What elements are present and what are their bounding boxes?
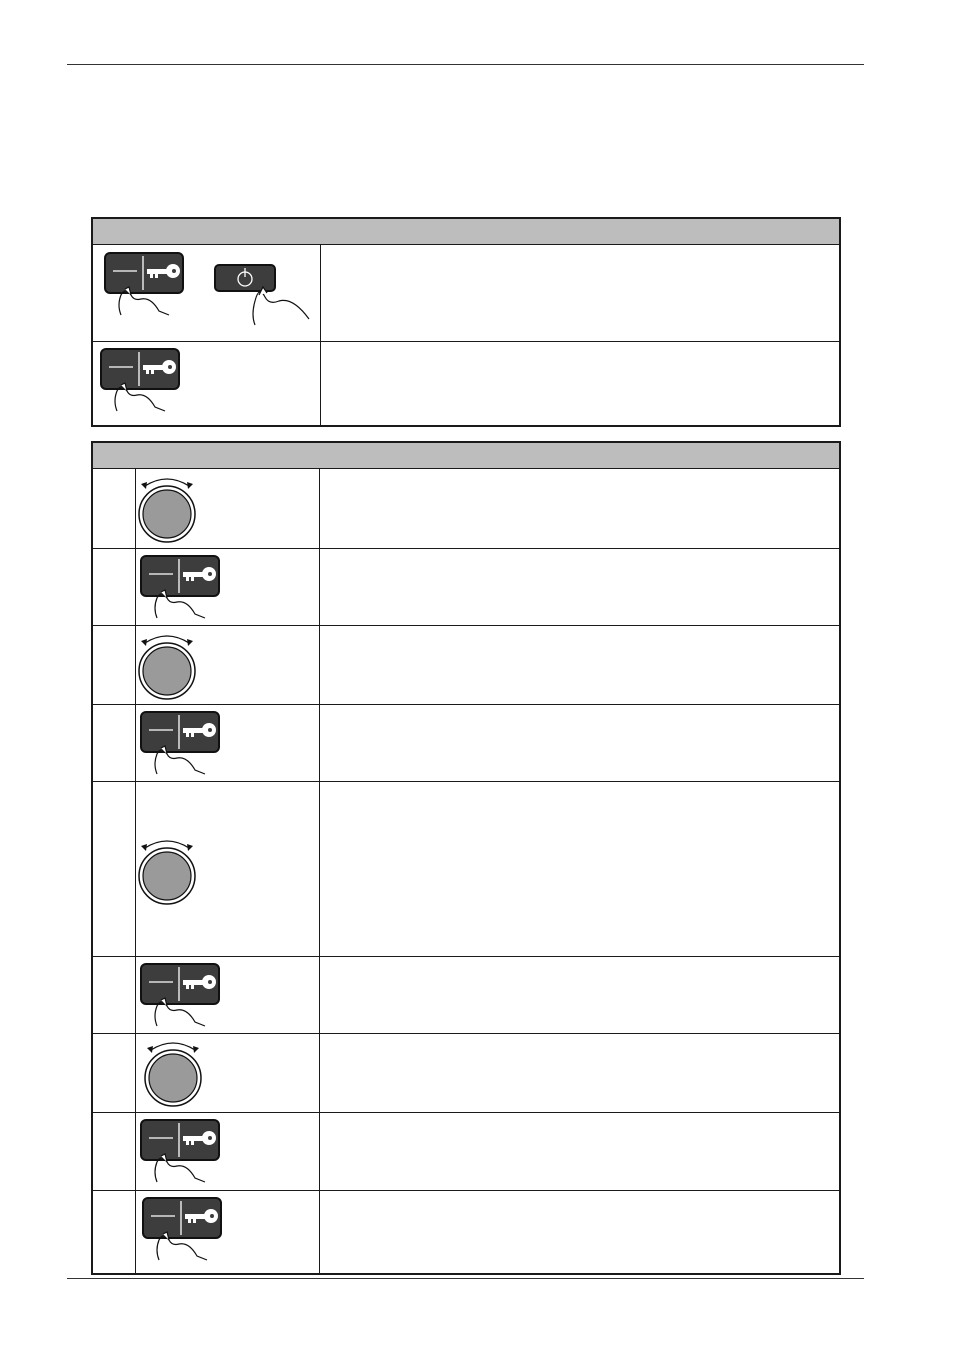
table-row <box>93 781 839 956</box>
key-button-icon <box>99 347 183 413</box>
table-row <box>93 1112 839 1190</box>
table-row-text <box>323 1191 839 1274</box>
key-button-icon <box>103 251 187 317</box>
key-button-icon <box>139 1118 223 1184</box>
table-row-image-cell <box>135 957 320 1033</box>
header-rule <box>67 64 864 65</box>
key-button-icon <box>139 962 223 1028</box>
table-steps <box>91 441 841 1275</box>
table-row-text <box>323 469 839 548</box>
table-row-text <box>323 1113 839 1190</box>
table-row-text <box>323 1034 839 1112</box>
footer-rule <box>67 1278 864 1279</box>
step-number <box>93 1034 136 1112</box>
table-top-header <box>93 219 839 245</box>
table-row-image-cell <box>93 342 321 425</box>
table-row-image-cell <box>135 549 320 625</box>
table-row-text <box>323 705 839 781</box>
table-row-image-cell <box>135 1034 320 1112</box>
rotary-knob-icon <box>135 472 199 544</box>
table-row-text <box>323 549 839 625</box>
table-row-image-cell <box>135 1113 320 1190</box>
power-button-icon <box>213 263 313 329</box>
step-number <box>93 469 136 548</box>
rotary-knob-icon <box>135 629 199 701</box>
rotary-knob-icon <box>135 834 199 906</box>
table-row-text <box>323 245 839 341</box>
table-row <box>93 956 839 1033</box>
table-row-text <box>323 342 839 425</box>
table-row-image-cell <box>135 469 320 548</box>
key-button-icon <box>139 710 223 776</box>
key-button-icon <box>139 554 223 620</box>
step-number <box>93 705 136 781</box>
table-row-image-cell <box>135 1191 320 1274</box>
step-number <box>93 957 136 1033</box>
step-number <box>93 782 136 956</box>
table-row-image-cell <box>135 705 320 781</box>
table-row-image-cell <box>135 626 320 704</box>
table-row <box>93 1033 839 1112</box>
table-row-image-cell <box>135 782 320 956</box>
table-row-text <box>323 782 839 956</box>
step-number <box>93 1113 136 1190</box>
table-row <box>93 341 839 425</box>
table-row <box>93 548 839 625</box>
table-steps-header <box>93 443 839 469</box>
table-row-image-cell <box>93 245 321 341</box>
table-row-text <box>323 626 839 704</box>
step-number <box>93 1191 136 1274</box>
step-number <box>93 626 136 704</box>
table-row <box>93 245 839 341</box>
table-row <box>93 625 839 704</box>
table-row <box>93 1190 839 1274</box>
table-row <box>93 704 839 781</box>
table-row <box>93 469 839 548</box>
rotary-knob-icon <box>141 1036 205 1108</box>
table-row-text <box>323 957 839 1033</box>
step-number <box>93 549 136 625</box>
table-top <box>91 217 841 427</box>
key-button-icon <box>141 1196 225 1262</box>
